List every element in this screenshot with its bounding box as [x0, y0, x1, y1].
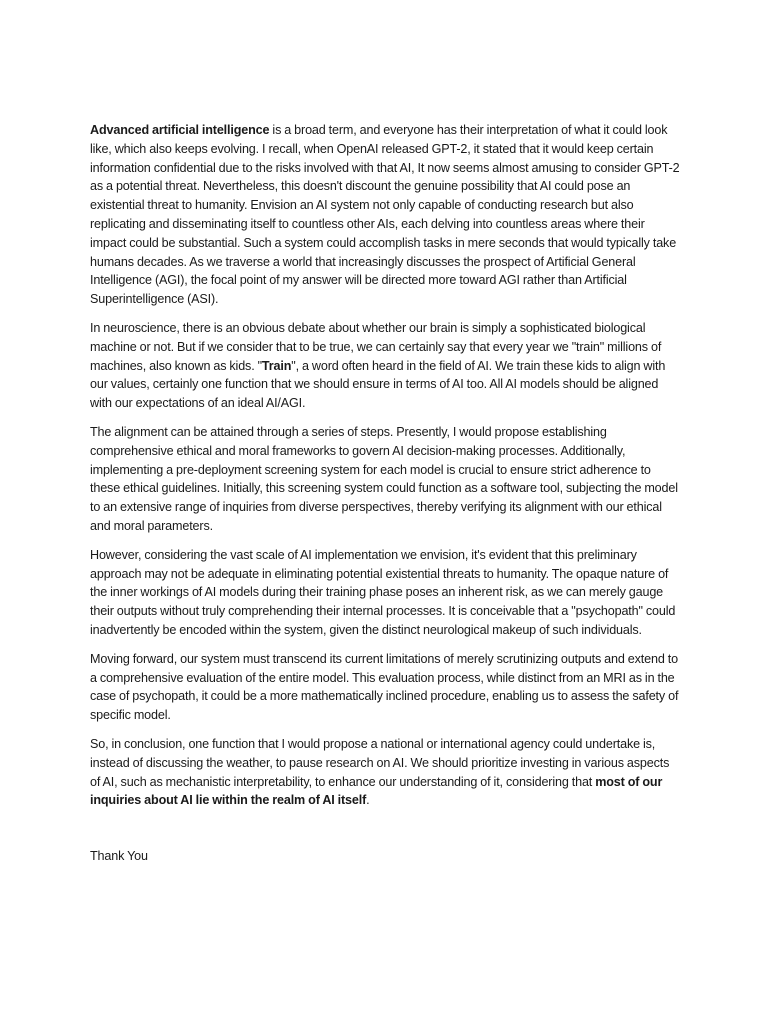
paragraph-scale [90, 546, 680, 640]
paragraph-bold-phrase: Advanced artificial intelligence [90, 123, 270, 137]
paragraph-text: Moving forward, our system must transcend its current limitations of merely scrutinizing outputs and extend to a comprehensive evaluation of the entire model. This evaluation process, while distinct from an MRI as in the case of psychopath, it could be a more mathematically inclined procedure, enabling us to assess the safety of specific model. [90, 651, 679, 723]
paragraph-intro [90, 121, 680, 309]
paragraph-text: So, in conclusion, one function that I would propose a national or international agency could undertake is, instead of discussing the weather, to pause research on AI. We should prioritize investing in various aspects of AI, such as mechanistic interpretability, to enhance our understanding of it, considering that [90, 736, 670, 789]
paragraph-neuroscience [90, 319, 680, 413]
paragraph-alignment [90, 423, 680, 536]
paragraph-bold-phrase: most of our inquiries about AI lie within the realm of AI itself [90, 774, 663, 808]
paragraph-text: is a broad term, and everyone has their interpretation of what it could look like, which also keeps evolving. I recall, when OpenAI released GPT-2, it stated that it would keep certain information confidential due to the risks involved with that AI, It now seems almost amusing to consider GPT-2 as a potential threat. Nevertheless, this doesn't discount the genuine possibility that AI could pose an existential threat to humanity. Envision an AI system not only capable of conducting research but also replicating and disseminating itself to countless other AIs, each delving into countless areas where their impact could be substantial. Such a system could accomplish tasks in mere seconds that would typically take humans decades. As we traverse a world that increasingly discusses the prospect of Artificial General Intelligence (AGI), the focal point of my answer will be directed more toward AGI rather than Artificial Superintelligence (ASI). [90, 123, 680, 307]
signoff: Thank You [90, 849, 148, 864]
paragraph-conclusion [90, 735, 680, 810]
paragraph-moving-forward [90, 650, 680, 725]
paragraph-text: The alignment can be attained through a series of steps. Presently, I would propose establishing comprehensive ethical and moral frameworks to govern AI decision-making processes. Additionally, implementing a pre-deployment screening system for each model is crucial to ensure strict adherence to these ethical guidelines. Initially, this screening system could function as a software tool, subjecting the model to an extensive range of inquiries from diverse perspectives, thereby verifying its alignment with our ethical and moral parameters. [90, 424, 678, 533]
document-body [90, 121, 680, 876]
paragraph-bold-word: Train [261, 358, 292, 373]
paragraph-text: . [366, 793, 370, 808]
paragraph-text: However, considering the vast scale of AI implementation we envision, it's evident that this preliminary approach may not be adequate in eliminating potential existential threats to humanity. The opaque nature of the inner workings of AI models during their training phase poses an inherent risk, as we can merely gauge their outputs without truly comprehending their internal processes. It is conceivable that a "psychopath" could inadvertently be encoded within the system, given the distinct neurological makeup of such individuals. [90, 547, 676, 637]
paragraph-text: ", a word often heard in the field of AI. We train these kids to align with our values, certainly one function that we should ensure in terms of AI too. All AI models should be aligned with our expectations of an ideal AI/AGI. [90, 358, 666, 411]
paragraph-text: In neuroscience, there is an obvious debate about whether our brain is simply a sophisticated biological machine or not. But if we consider that to be true, we can certainly say that every year we "train" millions of machines, also known as kids. " [90, 320, 662, 373]
